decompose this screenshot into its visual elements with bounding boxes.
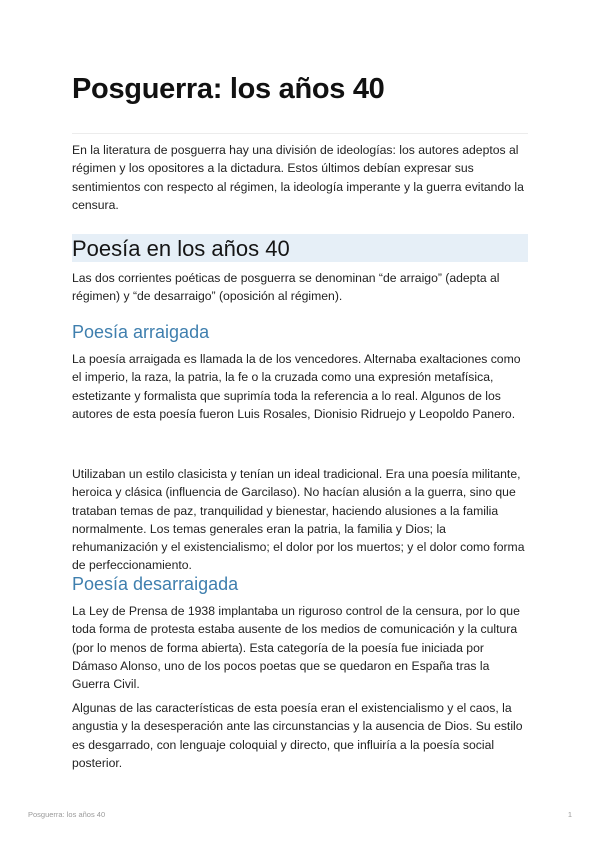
desarraigada-paragraph-2: Algunas de las características de esta poesía eran el existencialismo y el caos, la angustia y la desesperación ante las circunstancias y la ausencia de Dios. Su estilo es desgarrado, con lenguaje coloquial y directo, que influiría a la poesía social posterior. [72,701,523,770]
footer-page-number: 1 [567,810,572,819]
title-divider [72,133,528,134]
section-heading-poesia: Poesía en los años 40 [72,236,290,261]
arraigada-paragraph-1: La poesía arraigada es llamada la de los vencedores. Alternaba exaltaciones como el imperio, la raza, la patria, la fe o la cruzada como una expresión metafísica, estetizante y formalista que suprimía toda la referencia a lo real. Algunos de los autores de esta poesía fueron Luis Rosales, Dionisio Ridruejo y Leopoldo Panero. [72,352,521,421]
arraigada-paragraph-2: Utilizaban un estilo clasicista y tenían un ideal tradicional. Era una poesía militante, heroica y clásica (influencia de Garcilaso). No hacían alusión a la guerra, sino que trataban temas de paz, tranquilidad y bienestar, haciendo alusiones a la familia normalmente. Los temas generales eran la patria, la familia y Dios; la rehumanización y el existencialismo; el dolor por los muertos; y el dolor como forma de perfeccionamiento. [72,467,525,573]
subheading-poesia-arraigada: Poesía arraigada [72,322,210,342]
footer-title: Posguerra: los años 40 [28,810,106,819]
desarraigada-paragraph-1: La Ley de Prensa de 1938 implantaba un riguroso control de la censura, por lo que toda forma de protesta estaba ausente de los medios de comunicación y la cultura (por lo menos de forma abierta). Esta categoría de la poesía fue iniciada por Dámaso Alonso, uno de los pocos poetas que se quedaron en España tras la Guerra Civil. [72,604,520,692]
page-title: Posguerra: los años 40 [72,73,385,105]
subheading-poesia-desarraigada: Poesía desarraigada [72,574,239,594]
section-poesia-paragraph: Las dos corrientes poéticas de posguerra se denominan “de arraigo” (adepta al régimen) y “de desarraigo” (oposición al régimen). [72,271,500,304]
intro-paragraph: En la literatura de posguerra hay una división de ideologías: los autores adeptos al régimen y los opositores a la dictadura. Estos últimos debían expresar sus sentimientos con respecto al régimen, la ideología imperante y la guerra evitando la censura. [72,143,524,212]
